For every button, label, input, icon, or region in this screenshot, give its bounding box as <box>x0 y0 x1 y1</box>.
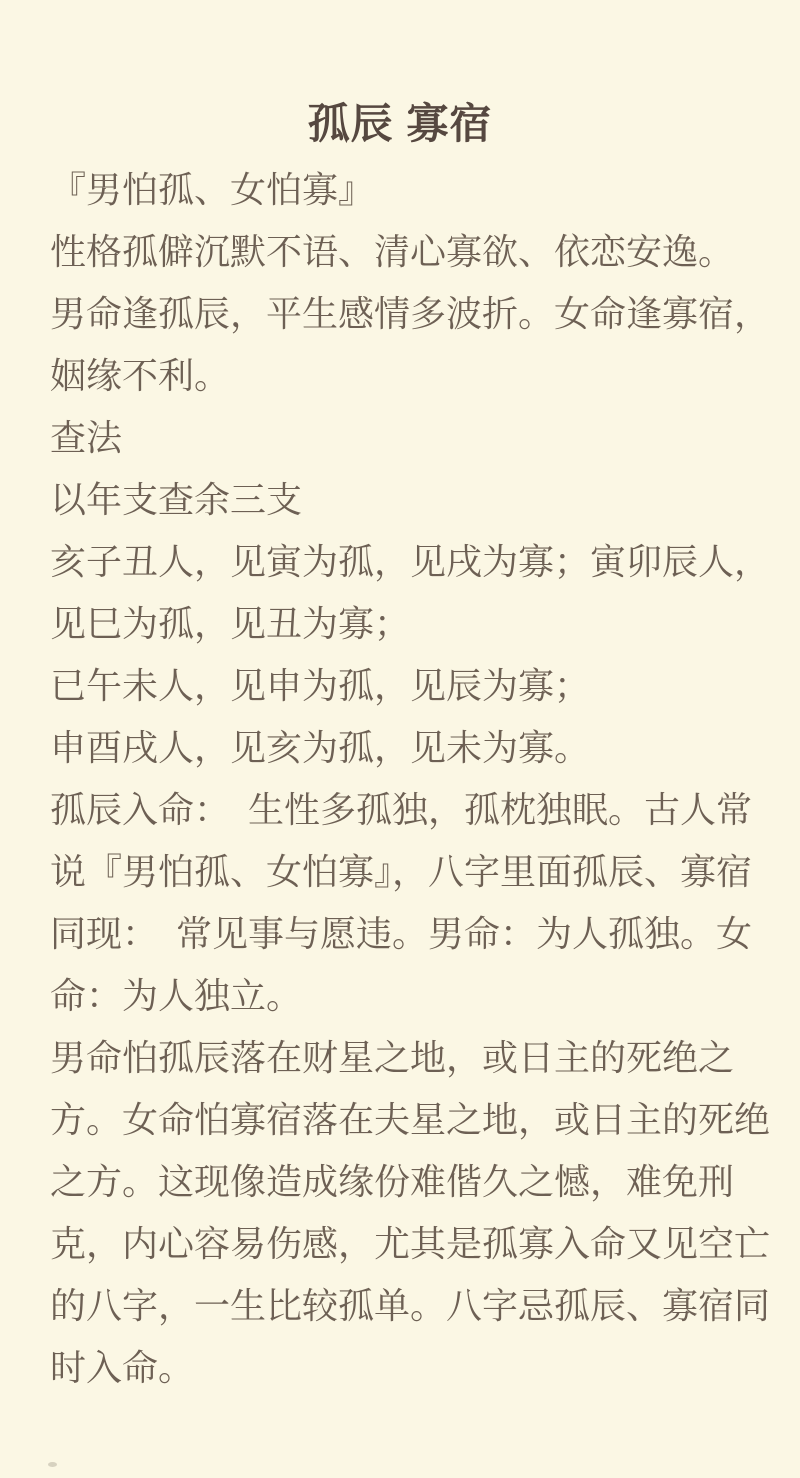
text-line: 见巳为孤，见丑为寡； <box>50 603 411 644</box>
text-line: 已午未人，见申为孤，见辰为寡； <box>50 665 591 706</box>
text-line: 申酉戌人，见亥为孤，见未为寡。 <box>50 727 591 768</box>
text-line: 克，内心容易伤感，尤其是孤寡入命又见空亡 <box>50 1223 771 1264</box>
page-artifact-dot <box>48 1462 57 1467</box>
text-line: 查法 <box>50 417 123 458</box>
text-line: 的八字，一生比较孤单。八字忌孤辰、寡宿同 <box>50 1285 771 1326</box>
text-line: 方。女命怕寡宿落在夫星之地，或日主的死绝 <box>50 1099 771 1140</box>
text-line: 『男怕孤、女怕寡』 <box>50 169 375 210</box>
text-line: 以年支查余三支 <box>50 479 303 520</box>
text-line: 孤辰入命： 生性多孤独，孤枕独眠。古人常 <box>50 789 753 830</box>
text-line: 男命怕孤辰落在财星之地，或日主的死绝之 <box>50 1037 735 1078</box>
text-line: 之方。这现像造成缘份难偕久之憾，难免刑 <box>50 1161 735 1202</box>
text-line: 性格孤僻沉默不语、清心寡欲、依恋安逸。 <box>50 231 735 272</box>
text-line: 男命逢孤辰，平生感情多波折。女命逢寡宿， <box>50 293 771 334</box>
text-line: 同现： 常见事与愿违。男命：为人孤独。女 <box>50 913 753 954</box>
text-line: 命：为人独立。 <box>50 975 303 1016</box>
text-line: 亥子丑人，见寅为孤，见戌为寡；寅卯辰人， <box>50 541 771 582</box>
text-line: 说『男怕孤、女怕寡』，八字里面孤辰、寡宿 <box>50 851 753 892</box>
article-body <box>0 159 800 1399</box>
page-title: 孤辰 寡宿 <box>307 100 493 147</box>
text-line: 时入命。 <box>50 1347 195 1388</box>
text-line: 姻缘不利。 <box>50 355 231 396</box>
